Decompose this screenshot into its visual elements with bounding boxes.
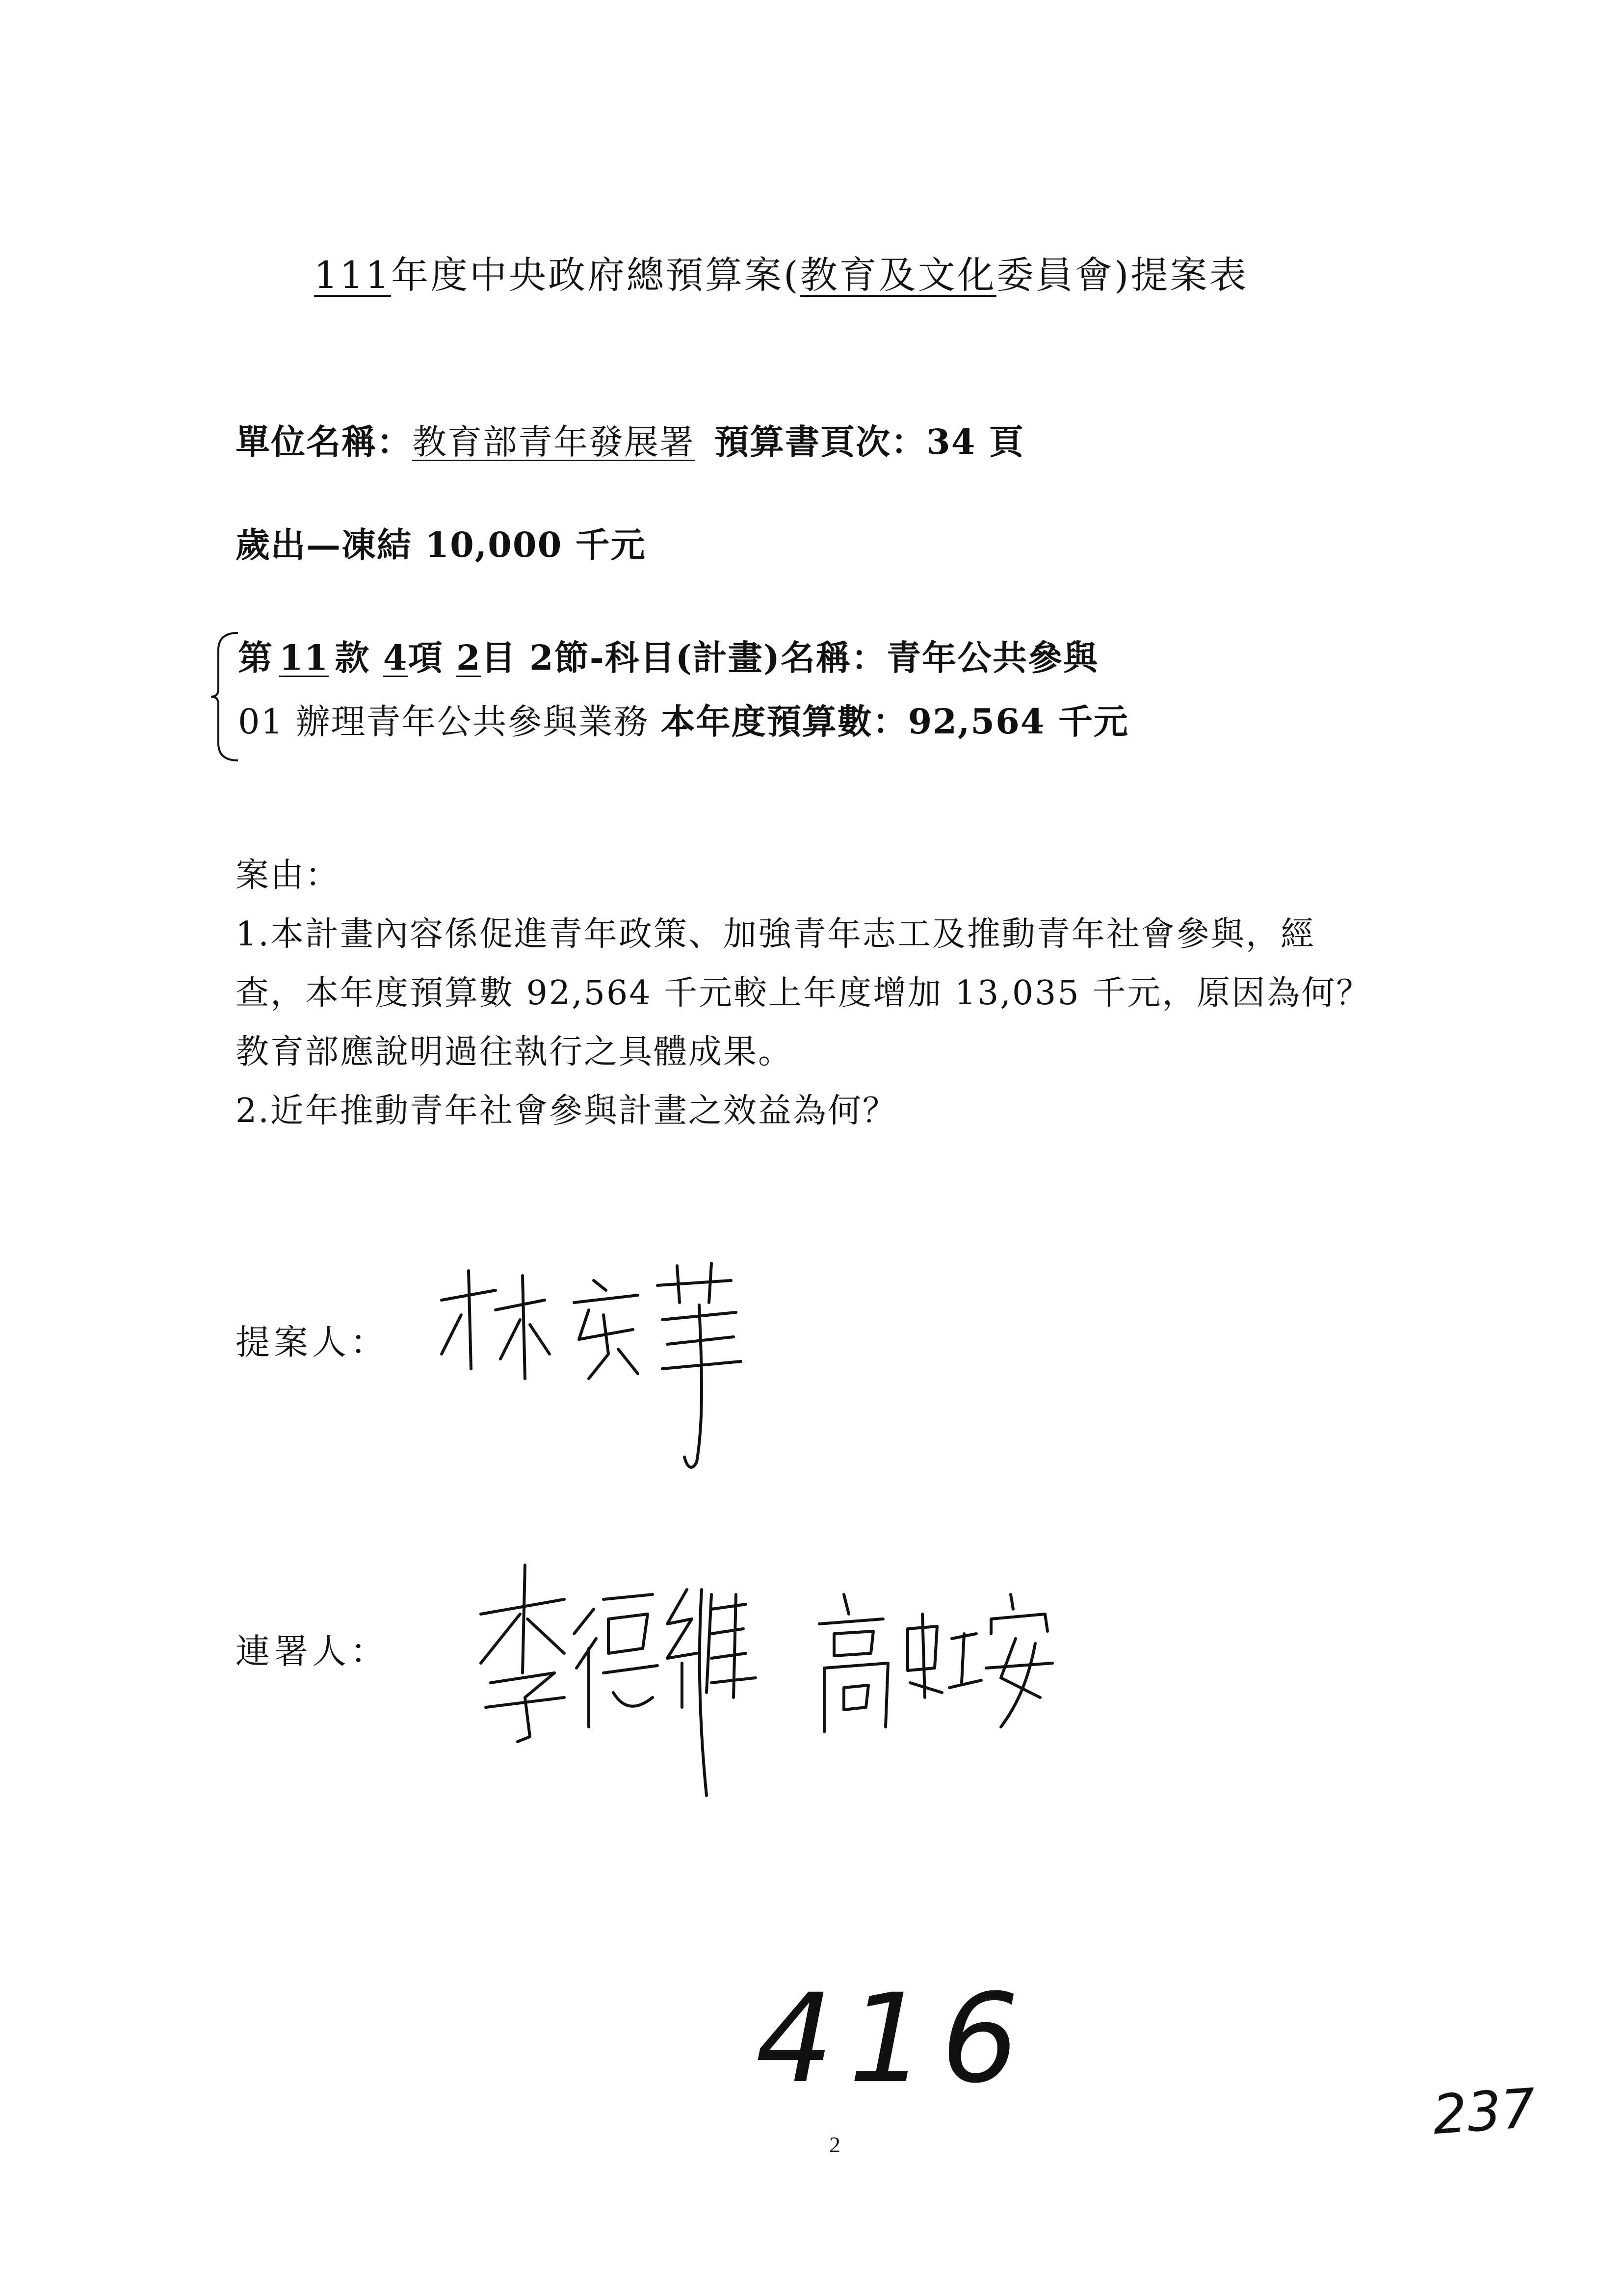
corner-mark: 237 — [1430, 2076, 1538, 2147]
reason-section — [236, 846, 1371, 1141]
jie-value: 2 — [529, 637, 554, 678]
reason-line: 1.本計畫內容係促進青年政策、加強青年志工及推動青年社會參與，經 — [236, 915, 1315, 954]
reason-line: 2.近年推動青年社會參與計畫之效益為何？ — [236, 1092, 897, 1130]
page-number: 2 — [829, 2132, 840, 2157]
page-value: 34 頁 — [926, 421, 1024, 462]
budget-item-line1: 第 11 款 4項 2目 2節-科目(計畫)名稱：青年公共參與 — [238, 637, 1099, 678]
annual-budget: 本年度預算數：92,564 千元 — [660, 701, 1129, 742]
title-part2: 委員會)提案表 — [996, 253, 1249, 297]
proposer-signature — [432, 1256, 765, 1482]
handwritten-number: 416 — [756, 1967, 1034, 2110]
expenditure-line: 歲出—凍結 10,000 千元 — [236, 524, 646, 565]
reason-line: 教育部應說明過往執行之具體成果。 — [236, 1033, 793, 1071]
cosigners-label: 連署人： — [236, 1631, 389, 1671]
unit-label: 單位名稱： — [236, 421, 412, 462]
title-committee: 教育及文化 — [800, 253, 996, 297]
unit-line — [236, 415, 1024, 464]
unit-name: 教育部青年發展署 — [412, 422, 695, 462]
cosigner-signature-2 — [805, 1585, 1060, 1742]
kuan-value: 11 — [279, 637, 329, 678]
title-year: 111 — [314, 253, 392, 297]
page-label: 預算書頁次： — [714, 421, 926, 462]
cosigner-signature-1 — [471, 1550, 775, 1805]
mu-value: 2 — [456, 637, 481, 678]
reason-heading: 案由： — [236, 856, 341, 895]
proposer-label: 提案人： — [236, 1322, 389, 1362]
program-name: 01 辦理青年公共參與業務 — [238, 702, 649, 742]
title-part1: 年度中央政府總預算案( — [391, 253, 800, 297]
budget-item-line2 — [238, 694, 1129, 744]
page-title — [314, 245, 1248, 299]
xiang-value: 4 — [383, 637, 408, 678]
reason-line: 查，本年度預算數 92,564 千元較上年度增加 13,035 千元，原因為何？ — [236, 974, 1371, 1013]
